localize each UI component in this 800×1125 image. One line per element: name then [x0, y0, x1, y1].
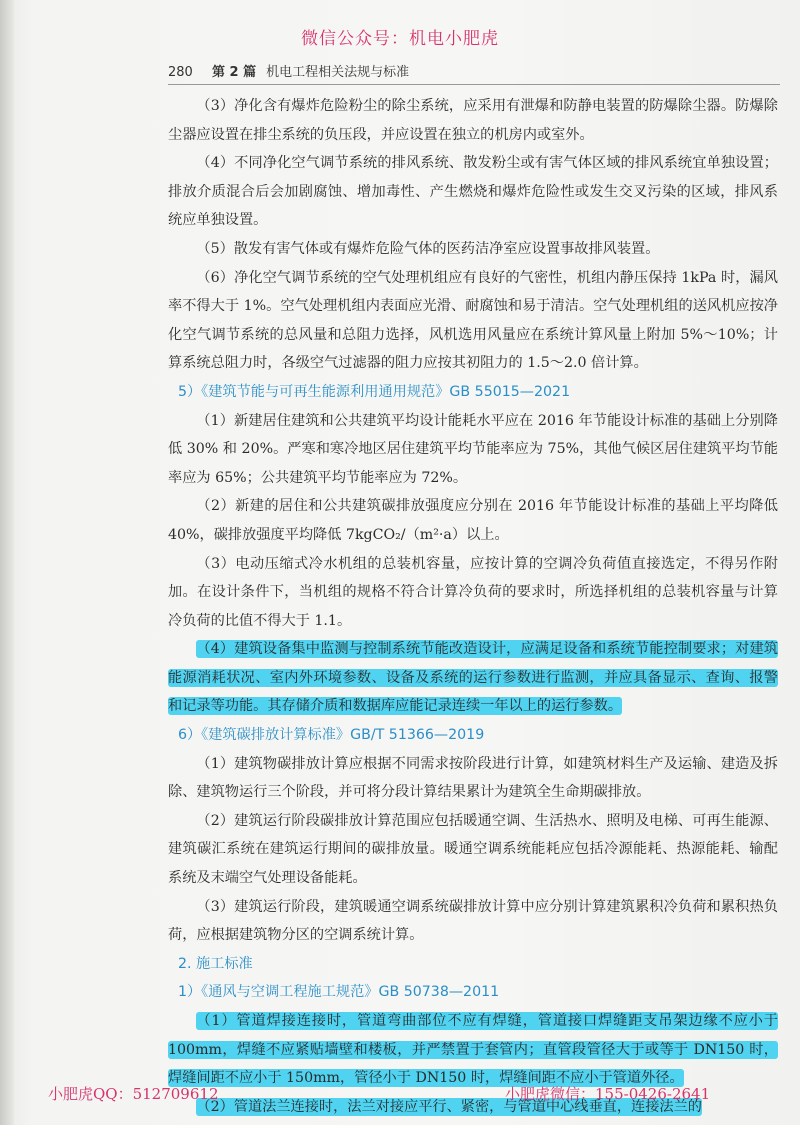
standard-heading-6: 6）《建筑碳排放计算标准》GB/T 51366—2019 — [177, 727, 485, 744]
part-label: 第 2 篇 — [212, 65, 257, 80]
book-spine-shadow — [0, 0, 14, 1125]
paragraph: （3）建筑运行阶段，建筑暖通空调系统碳排放计算中应分别计算建筑累积冷负荷和累积热负荷，应根据建筑物分区的空调系统计算。 — [168, 898, 778, 944]
highlight: （2）管道法兰连接时，法兰对接应平行、紧密，与管道中心线垂直，连接法兰的 — [196, 1098, 702, 1115]
paragraph: （1）建筑物碳排放计算应根据不同需求按阶段进行计算，如建筑材料生产及运输、建造及拆除、建筑物运行三个阶段，并可将分段计算结果累计为建筑全生命期碳排放。 — [168, 755, 778, 801]
section-heading: 2. 施工标准 — [177, 955, 253, 972]
watermark-top: 微信公众号：机电小肥虎 — [301, 29, 499, 49]
paragraph: （3）净化含有爆炸危险粉尘的除尘系统，应采用有泄爆和防静电装置的防爆除尘器。防爆除尘器应设置在排尘系统的负压段，并应设置在独立的机房内或室外。 — [168, 98, 778, 143]
body-text — [168, 92, 778, 1121]
paragraph: （2）建筑运行阶段碳排放计算范围应包括暖通空调、生活热水、照明及电梯、可再生能源、建筑碳汇系统在建筑运行期间的碳排放量。暖通空调系统能耗应包括冷源能耗、热源能耗、输配系统及末端空气处理设备能耗。 — [168, 812, 778, 887]
paragraph: （2）新建的居住和公共建筑碳排放强度应分别在 2016 年节能设计标准的基础上平均降低 40%，碳排放强度平均降低 7kgCO₂/（m²·a）以上。 — [168, 498, 778, 543]
standard-heading-5: 5）《建筑节能与可再生能源利用通用规范》GB 55015—2021 — [177, 383, 571, 400]
paragraph: （6）净化空气调节系统的空气处理机组应有良好的气密性，机组内静压保持 1kPa 时，漏风率不得大于 1%。空气处理机组内表面应光滑、耐腐蚀和易于清洁。空气处理机组的送风机应按净化空气调节系统的总风量和总阻力选择，风机选用风量应在系统计算风量上附加 5%～10%；计算系统总阻力时，各级空气过滤器的阻力应按其初阻力的 1.5～2.0 倍计算。 — [168, 269, 778, 372]
running-header — [168, 61, 778, 80]
highlight: （1）管道焊接连接时，管道弯曲部位不应有焊缝，管道接口焊缝距支吊架边缘不应小于 100mm，焊缝不应紧贴墙壁和楼板，并严禁置于套管内；直管段管径大于或等于 DN150 时，焊缝间距不应小于 150mm，管径小于 DN150 时，焊缝间距不应小于管道外径。 — [168, 1013, 778, 1087]
paragraph: （5）散发有害气体或有爆炸危险气体的医药洁净室应设置事故排风装置。 — [196, 240, 660, 257]
highlighted-paragraph — [168, 1007, 778, 1093]
watermark-bottom-left: 小肥虎QQ：512709612 — [48, 1085, 219, 1103]
paragraph: （4）不同净化空气调节系统的排风系统、散发粉尘或有害气体区域的排风系统宜单独设置；排放介质混合后会加剧腐蚀、增加毒性、产生燃烧和爆炸危险性或发生交叉污染的区域，排风系统应单独设置。 — [168, 155, 778, 229]
page-number: 280 — [168, 65, 193, 80]
paragraph: （3）电动压缩式冷水机组的总装机容量，应按计算的空调冷负荷值直接选定，不得另作附加。在设计条件下，当机组的规格不符合计算冷负荷的要求时，所选择机组的总装机容量与计算冷负荷的比值不得大于 1.1。 — [168, 555, 778, 629]
standard-heading-s1: 1）《通风与空调工程施工规范》GB 50738—2011 — [177, 984, 500, 1001]
header-rule — [168, 84, 780, 85]
watermark-bottom-right: 小肥虎微信：155-0426-2641 — [505, 1085, 711, 1103]
paragraph: （1）新建居住建筑和公共建筑平均设计能耗水平应在 2016 年节能设计标准的基础上分别降低 30% 和 20%。严寒和寒冷地区居住建筑平均节能率应为 75%，其他气候区居住建筑平均节能率应为 65%；公共建筑平均节能率应为 72%。 — [168, 412, 778, 486]
highlighted-paragraph — [168, 635, 778, 721]
highlight: （4）建筑设备集中监测与控制系统节能改造设计，应满足设备和系统节能控制要求；对建筑能源消耗状况、室内外环境参数、设备及系统的运行参数进行监测，并应具备显示、查询、报警和记录等功能。其存储介质和数据库应能记录连续一年以上的运行参数。 — [168, 641, 778, 715]
part-title: 机电工程相关法规与标准 — [266, 65, 410, 80]
